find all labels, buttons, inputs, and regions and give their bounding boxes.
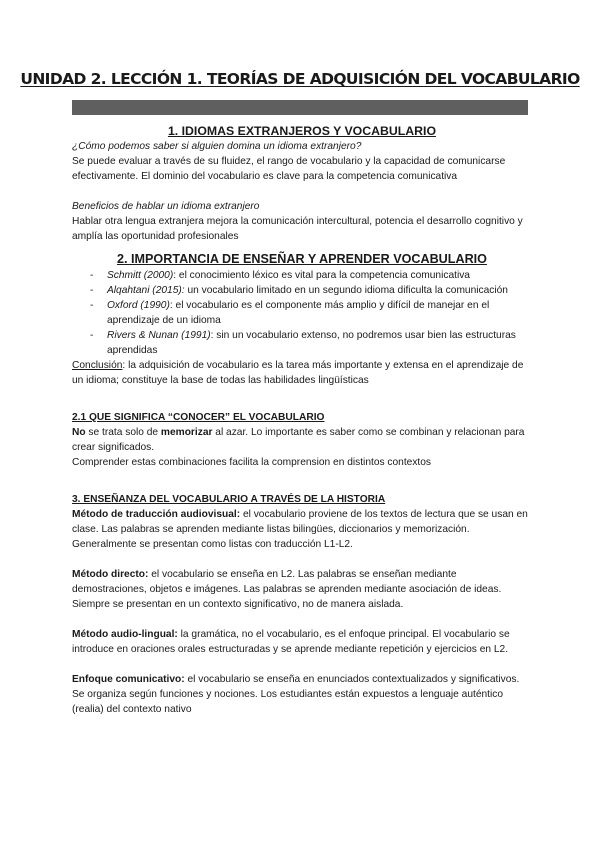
section21-line2: Comprender estas combinaciones facilita la comprension en distintos contextos <box>72 457 432 468</box>
list-item <box>72 298 532 328</box>
citation-text: el vocabulario es el componente más amplio y difícil de manejar en el aprendizaje de un idioma <box>107 300 490 326</box>
citation-separator: : <box>169 300 176 311</box>
page-title: UNIDAD 2. LECCIÓN 1. TEORÍAS DE ADQUISICIÓN DEL VOCABULARIO <box>20 70 580 88</box>
citation-separator: : <box>210 330 217 341</box>
method-name: Enfoque comunicativo: <box>72 674 185 685</box>
method-paragraph <box>72 567 532 612</box>
citation-source: Oxford (1990) <box>107 300 170 311</box>
method-paragraph <box>72 507 532 552</box>
section1-question: ¿Cómo podemos saber si alguien domina un idioma extranjero? <box>72 141 362 152</box>
method-name: Método audio-lingual: <box>72 629 178 640</box>
method-text: el vocabulario proviene de los textos de lectura que se usan en clase. Las palabras se aprenden mediante listas bilingües, diccionarios y memorización. Generalmente se presentan como listas con traducción L1-L2. <box>72 509 528 550</box>
list-item <box>72 328 532 358</box>
list-item <box>72 268 532 283</box>
conclusion-text: : la adquisición de vocabulario es la tarea más importante y extensa en el aprendizaje de un idioma; constituye la base de todas las habilidades lingüísticas <box>72 360 524 386</box>
citation-source: Rivers & Nunan (1991) <box>107 330 211 341</box>
method-text: el vocabulario se enseña en enunciados contextualizados y significativos. Se organiza según funciones y nociones. Los estudiantes están expuestos a lenguaje auténtico (realia) del contexto nativo <box>72 674 520 715</box>
header-divider-bar <box>72 100 528 115</box>
section21-paragraph <box>72 425 532 455</box>
citation-text: sin un vocabulario extenso, no podremos usar bien las estructuras aprendidas <box>107 330 516 356</box>
method-paragraph <box>72 627 532 657</box>
citation-source: Schmitt (2000) <box>107 270 174 281</box>
citation-text: el conocimiento léxico es vital para la competencia comunicativa <box>178 270 470 281</box>
conclusion-paragraph <box>72 358 532 388</box>
section1-heading: 1. IDIOMAS EXTRANJEROS Y VOCABULARIO <box>167 124 437 138</box>
method-text: el vocabulario se enseña en L2. Las palabras se enseñan mediante demostraciones, objetos e imágenes. Las palabras se aprenden mediante asociación de ideas. Siempre se presentan en un contexto significativo, no de manera aislada. <box>72 569 502 610</box>
method-name: Método de traducción audiovisual: <box>72 509 241 520</box>
citation-source: Alqahtani (2015): <box>107 285 185 296</box>
method-paragraph <box>72 672 532 717</box>
conclusion-label: Conclusión <box>72 360 123 371</box>
section21-heading: 2.1 QUE SIGNIFICA “CONOCER” EL VOCABULARIO <box>72 412 325 423</box>
section1-answer: Se puede evaluar a través de su fluidez, el rango de vocabulario y la capacidad de comunicarse efectivamente. El dominio del vocabulario es clave para la competencia comunicativa <box>72 156 506 182</box>
emphasis-memorizar: memorizar <box>160 427 213 438</box>
emphasis-no: No <box>72 427 86 438</box>
document-body <box>72 123 532 717</box>
section2-heading: 2. IMPORTANCIA DE ENSEÑAR Y APRENDER VOCABULARIO <box>117 252 487 266</box>
section21-text-part1: se trata solo de <box>85 427 161 438</box>
method-name: Método directo: <box>72 569 149 580</box>
section21-text-part2: al azar. Lo importante es saber como se combinan y relacionan para crear significados. <box>72 427 525 453</box>
citation-separator: : <box>173 270 179 281</box>
list-item <box>72 283 532 298</box>
benefits-title: Beneficios de hablar un idioma extranjero <box>72 201 260 212</box>
citation-text: un vocabulario limitado en un segundo idioma dificulta la comunicación <box>187 285 508 296</box>
section3-heading: 3. ENSEÑANZA DEL VOCABULARIO A TRAVÉS DE LA HISTORIA <box>72 494 386 505</box>
importance-list <box>72 268 532 358</box>
benefits-text: Hablar otra lengua extranjera mejora la comunicación intercultural, potencia el desarrollo cognitivo y amplía las oportunidad profesionales <box>72 216 523 242</box>
method-text: la gramática, no el vocabulario, es el enfoque principal. El vocabulario se introduce en oraciones orales estructuradas y se aprende mediante repetición y ejercicios en L2. <box>72 629 510 655</box>
